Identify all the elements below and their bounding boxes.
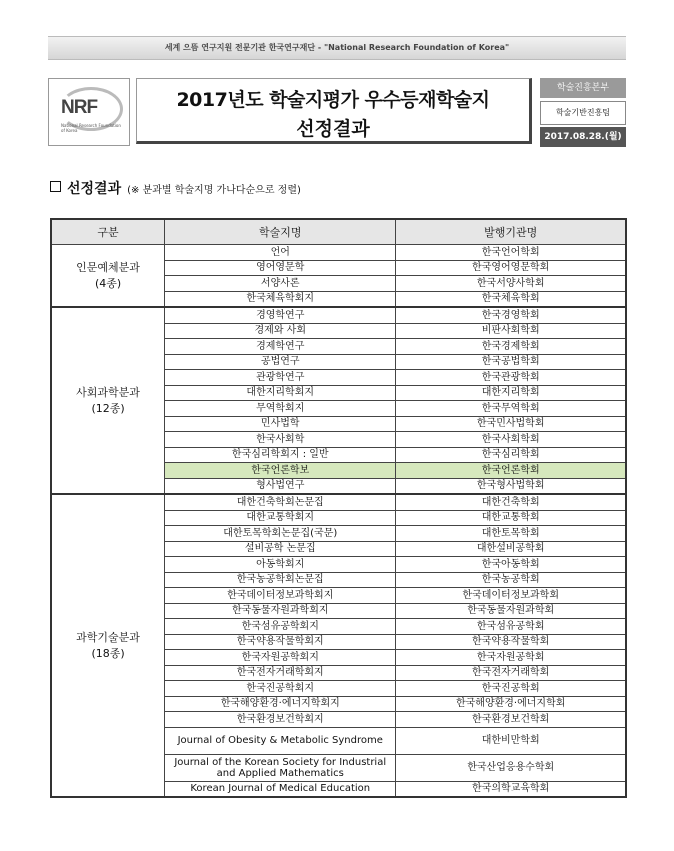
publisher-cell: 한국의학교육학회 xyxy=(396,781,626,797)
section-heading xyxy=(50,178,301,198)
journal-name-cell: 서양사론 xyxy=(165,276,396,292)
journal-name-cell: 아동학회지 xyxy=(165,557,396,573)
publisher-cell: 한국체육학회 xyxy=(396,291,626,307)
journal-name-cell: 한국동물자원과학회지 xyxy=(165,603,396,619)
checkbox-square-icon xyxy=(50,181,61,192)
journal-name-cell: 한국농공학회논문집 xyxy=(165,572,396,588)
journal-name-cell: 한국진공학회지 xyxy=(165,681,396,697)
section-note: (※ 분과별 학술지명 가나다순으로 정렬) xyxy=(127,185,301,196)
date-label: 2017.08.28.(월) xyxy=(540,127,626,147)
journal-name-cell: 공법연구 xyxy=(165,354,396,370)
category-cell xyxy=(51,494,165,797)
nrf-logo xyxy=(48,78,130,146)
category-cell xyxy=(51,307,165,494)
table-row xyxy=(51,494,626,510)
journal-name-cell: Journal of Obesity & Metabolic Syndrome xyxy=(165,727,396,754)
publisher-cell: 한국진공학회 xyxy=(396,681,626,697)
publisher-cell: 대한비만학회 xyxy=(396,727,626,754)
category-name: 과학기술분과 xyxy=(76,630,140,644)
table-body xyxy=(51,245,626,798)
top-banner: 세계 으뜸 연구지원 전문기관 한국연구재단 - "National Research Foundation of Korea" xyxy=(48,36,626,60)
journal-name-cell: 언어 xyxy=(165,245,396,261)
category-name: 사회과학분과 xyxy=(76,385,140,399)
department-label: 학술진흥본부 xyxy=(540,78,626,98)
publisher-cell: 한국관광학회 xyxy=(396,370,626,386)
journal-name-cell: 한국데이터정보과학회지 xyxy=(165,588,396,604)
journal-name-cell: 설비공학 논문집 xyxy=(165,541,396,557)
publisher-cell: 대한토목학회 xyxy=(396,526,626,542)
publisher-cell: 한국자원공학회 xyxy=(396,650,626,666)
journal-name-cell: 한국언론학보 xyxy=(165,463,396,479)
publisher-cell: 대한건축학회 xyxy=(396,494,626,510)
publisher-cell: 한국해양환경·에너지학회 xyxy=(396,696,626,712)
publisher-cell: 대한설비공학회 xyxy=(396,541,626,557)
table-row xyxy=(51,307,626,323)
journal-name-cell: 대한건축학회논문집 xyxy=(165,494,396,510)
journal-name-cell: 경제와 사회 xyxy=(165,323,396,339)
table-row xyxy=(51,245,626,261)
publisher-cell: 한국아동학회 xyxy=(396,557,626,573)
journal-name-cell: 한국해양환경·에너지학회지 xyxy=(165,696,396,712)
journal-name-cell: 형사법연구 xyxy=(165,478,396,494)
publisher-cell: 한국섬유공학회 xyxy=(396,619,626,635)
publisher-cell: 한국전자거래학회 xyxy=(396,665,626,681)
journal-name-cell: 한국전자거래학회지 xyxy=(165,665,396,681)
category-count: (4종) xyxy=(94,276,122,290)
publisher-cell: 한국경영학회 xyxy=(396,307,626,323)
logo-subtext: National Research Foundation of Korea xyxy=(61,123,121,133)
publisher-cell: 한국환경보건학회 xyxy=(396,712,626,728)
header-category: 구분 xyxy=(51,219,165,245)
journal-name-cell: 한국사회학 xyxy=(165,432,396,448)
page-title-line1: 2017년도 학술지평가 우수등재학술지 xyxy=(176,89,490,111)
team-label: 학술기반진흥팀 xyxy=(540,101,626,125)
category-name: 인문예체분과 xyxy=(76,260,140,274)
publisher-cell: 한국공법학회 xyxy=(396,354,626,370)
journal-name-cell: 대한토목학회논문집(국문) xyxy=(165,526,396,542)
journal-name-cell: 한국섬유공학회지 xyxy=(165,619,396,635)
publisher-cell: 한국무역학회 xyxy=(396,401,626,417)
publisher-cell: 한국언론학회 xyxy=(396,463,626,479)
journal-name-cell: 경영학연구 xyxy=(165,307,396,323)
journal-name-cell: Korean Journal of Medical Education xyxy=(165,781,396,797)
publisher-cell: 한국사회학회 xyxy=(396,432,626,448)
journal-name-cell: 한국환경보건학회지 xyxy=(165,712,396,728)
page-title-line2: 선정결과 xyxy=(296,118,370,140)
journal-name-cell: 한국체육학회지 xyxy=(165,291,396,307)
publisher-cell: 한국동물자원과학회 xyxy=(396,603,626,619)
journal-name-cell: Journal of the Korean Society for Industrial and Applied Mathematics xyxy=(165,754,396,781)
table-header-row xyxy=(51,219,626,245)
journal-name-cell: 민사법학 xyxy=(165,416,396,432)
publisher-cell: 한국심리학회 xyxy=(396,447,626,463)
publisher-cell: 비판사회학회 xyxy=(396,323,626,339)
publisher-cell: 한국산업응용수학회 xyxy=(396,754,626,781)
journal-name-cell: 영어영문학 xyxy=(165,260,396,276)
journal-name-cell: 한국자원공학회지 xyxy=(165,650,396,666)
journal-name-cell: 경제학연구 xyxy=(165,339,396,355)
issuer-info xyxy=(540,78,626,147)
publisher-cell: 한국언어학회 xyxy=(396,245,626,261)
journal-name-cell: 대한교통학회지 xyxy=(165,510,396,526)
publisher-cell: 한국서양사학회 xyxy=(396,276,626,292)
publisher-cell: 한국민사법학회 xyxy=(396,416,626,432)
publisher-cell: 한국농공학회 xyxy=(396,572,626,588)
journal-name-cell: 한국심리학회지 : 일반 xyxy=(165,447,396,463)
journal-name-cell: 관광학연구 xyxy=(165,370,396,386)
publisher-cell: 한국데이터정보과학회 xyxy=(396,588,626,604)
publisher-cell: 한국약용작물학회 xyxy=(396,634,626,650)
category-cell xyxy=(51,245,165,308)
publisher-cell: 대한지리학회 xyxy=(396,385,626,401)
publisher-cell: 한국형사법학회 xyxy=(396,478,626,494)
publisher-cell: 한국경제학회 xyxy=(396,339,626,355)
category-count: (12종) xyxy=(91,401,125,415)
publisher-cell: 대한교통학회 xyxy=(396,510,626,526)
results-table xyxy=(50,218,627,798)
journal-name-cell: 무역학회지 xyxy=(165,401,396,417)
header-journal: 학술지명 xyxy=(165,219,396,245)
title-box xyxy=(136,78,532,144)
section-title: 선정결과 xyxy=(67,181,122,197)
logo-text: NRF xyxy=(61,97,98,118)
journal-name-cell: 대한지리학회지 xyxy=(165,385,396,401)
publisher-cell: 한국영어영문학회 xyxy=(396,260,626,276)
category-count: (18종) xyxy=(91,646,125,660)
header-publisher: 발행기관명 xyxy=(396,219,626,245)
journal-name-cell: 한국약용작물학회지 xyxy=(165,634,396,650)
